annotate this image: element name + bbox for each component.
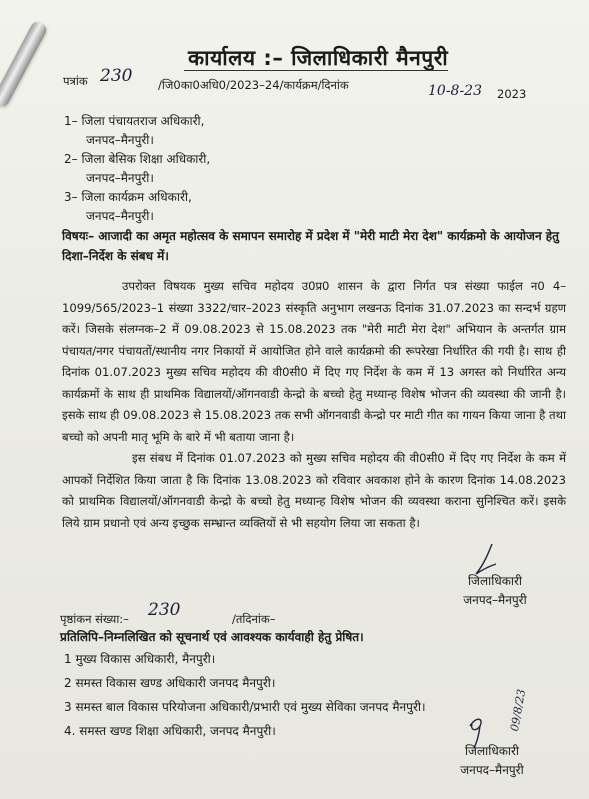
copy-list-item: 4. समस्त खण्ड शिक्षा अधिकारी, जनपद मैनपुरी। bbox=[64, 724, 276, 738]
addressee-1-place: जनपद–मैनपुरी। bbox=[86, 133, 154, 147]
addressee-3 bbox=[64, 188, 192, 226]
signatory-place: जनपद–मैनपुरी bbox=[463, 593, 527, 607]
addressee-1-title: 1– जिला पंचायतराज अधिकारी, bbox=[64, 114, 205, 128]
office-title: कार्यालय :– जिलाधिकारी मैनपुरी bbox=[188, 46, 449, 70]
subject-line: विषयः– आजादी का अमृत महोत्सव के समापन समारोह में प्रदेश में "मेरी माटी मेरा देश" कार्यक्रमो के आयोजन हेतु दिशा–निर्देश के संबध में। bbox=[62, 229, 559, 263]
initials-date-handwritten: 09/8/23 bbox=[508, 688, 529, 733]
date-year: 2023 bbox=[497, 87, 527, 101]
addressee-2 bbox=[64, 150, 210, 188]
addressee-3-place: जनपद–मैनपुरी। bbox=[86, 209, 154, 223]
body-paragraph-1: उपरोक्त विषयक मुख्य सचिव महोदय उ0प्र0 शासन के द्वारा निर्गत पत्र संख्या फाईल न0 4–1099/565/2023–1 संख्या 3322/चार–2023 संस्कृति अनुभाग लखनऊ दिनांक 31.07.2023 का सन्दर्भ ग्रहण करें। जिसके संलग्नक–2 में 09.08.2023 से 15.08.2023 तक "मेरी माटी मेरा देश" अभियान के अन्तर्गत ग्राम पंचायत/नगर पंचायतों/स्थानीय नगर निकायों में आयोजित होने वाले कार्यक्रमो की रूपरेखा निर्धारित की गयी है। साथ ही दिनांक 01.07.2023 मुख्य सचिव महोदय की वी0सी0 में दिए गए निर्देश के कम में 13 अगस्त को निर्धारित अन्य कार्यक्रमों के साथ ही प्राथमिक विद्यालयों/ऑगनवाडी केन्द्रो के बच्चो हेतु मध्यान्ह विशेष भोजन की व्यवस्था की जानी है। इसके साथ ही 09.08.2023 से 15.08.2023 तक सभी ऑगनवाडी केन्द्रो पर माटी गीत का गायन किया जाना है तथा बच्चो को अपनी मातृ भूमि के बारे में भी बताया जाना है। bbox=[62, 279, 566, 444]
letter-no-handwritten: 230 bbox=[100, 66, 133, 86]
signature-block-2 bbox=[432, 742, 552, 780]
copy-list-item: 2 समस्त विकास खण्ड अधिकारी जनपद मैनपुरी। bbox=[64, 676, 276, 690]
title-underline bbox=[184, 70, 448, 71]
copy-list-item: 1 मुख्य विकास अधिकारी, मैनपुरी। bbox=[64, 652, 216, 666]
signatory-designation: जिलाधिकारी bbox=[467, 574, 523, 588]
endorsement-number-handwritten: 230 bbox=[148, 600, 181, 620]
copy-to-line: प्रतिलिपि–निम्नलिखित को सूचनार्थ एवं आवश्यक कार्यवाही हेतु प्रेषित। bbox=[60, 630, 364, 644]
body-paragraph-2: इस संबध में दिनांक 01.07.2023 को मुख्य सचिव महोदय की वी0सी0 में दिए गए निर्देश के कम में आपकों निर्देशित किया जाता है कि दिनांक 13.08.2023 को रविवार अवकाश होने के कारण दिनांक 14.08.2023 को प्राथमिक विद्यालयों/ऑगनवाडी केन्द्रो के बच्चो हेतु मध्यान्ह विशेष भोजन की व्यवस्था कराना सुनिश्चित करें। इसके लिये ग्राम प्रधानो एवं अन्य इच्छुक सम्भ्रान्त व्यक्तियों से भी सहयोग लिया जा सकता है। bbox=[62, 451, 566, 530]
reference-line: /जि0का0अधि0/2023–24/कार्यक्रम/दिनांक bbox=[158, 78, 349, 92]
addressee-2-title: 2– जिला बेसिक शिक्षा अधिकारी, bbox=[64, 152, 211, 166]
date-handwritten: 10-8-23 bbox=[428, 83, 482, 99]
pencil bbox=[0, 20, 49, 109]
addressee-1 bbox=[64, 112, 204, 150]
signature-block bbox=[430, 572, 560, 610]
letter-no-label: पत्रांक bbox=[63, 74, 88, 88]
endorsement-number-label: पृष्ठांकन संख्या:– bbox=[60, 612, 129, 626]
addressee-2-place: जनपद–मैनपुरी। bbox=[86, 171, 154, 185]
endorsement-date-label: /तदिनांक– bbox=[232, 612, 276, 626]
addressee-3-title: 3– जिला कार्यक्रम अधिकारी, bbox=[64, 190, 192, 204]
signatory-place-2: जनपद–मैनपुरी bbox=[460, 763, 524, 777]
copy-list bbox=[64, 647, 426, 743]
copy-list-item: 3 समस्त बाल विकास परियोजना अधिकारी/प्रभारी एवं मुख्य सेविका जनपद मैनपुरी। bbox=[64, 700, 426, 714]
signatory-designation-2: जिलाधिकारी bbox=[464, 744, 520, 758]
